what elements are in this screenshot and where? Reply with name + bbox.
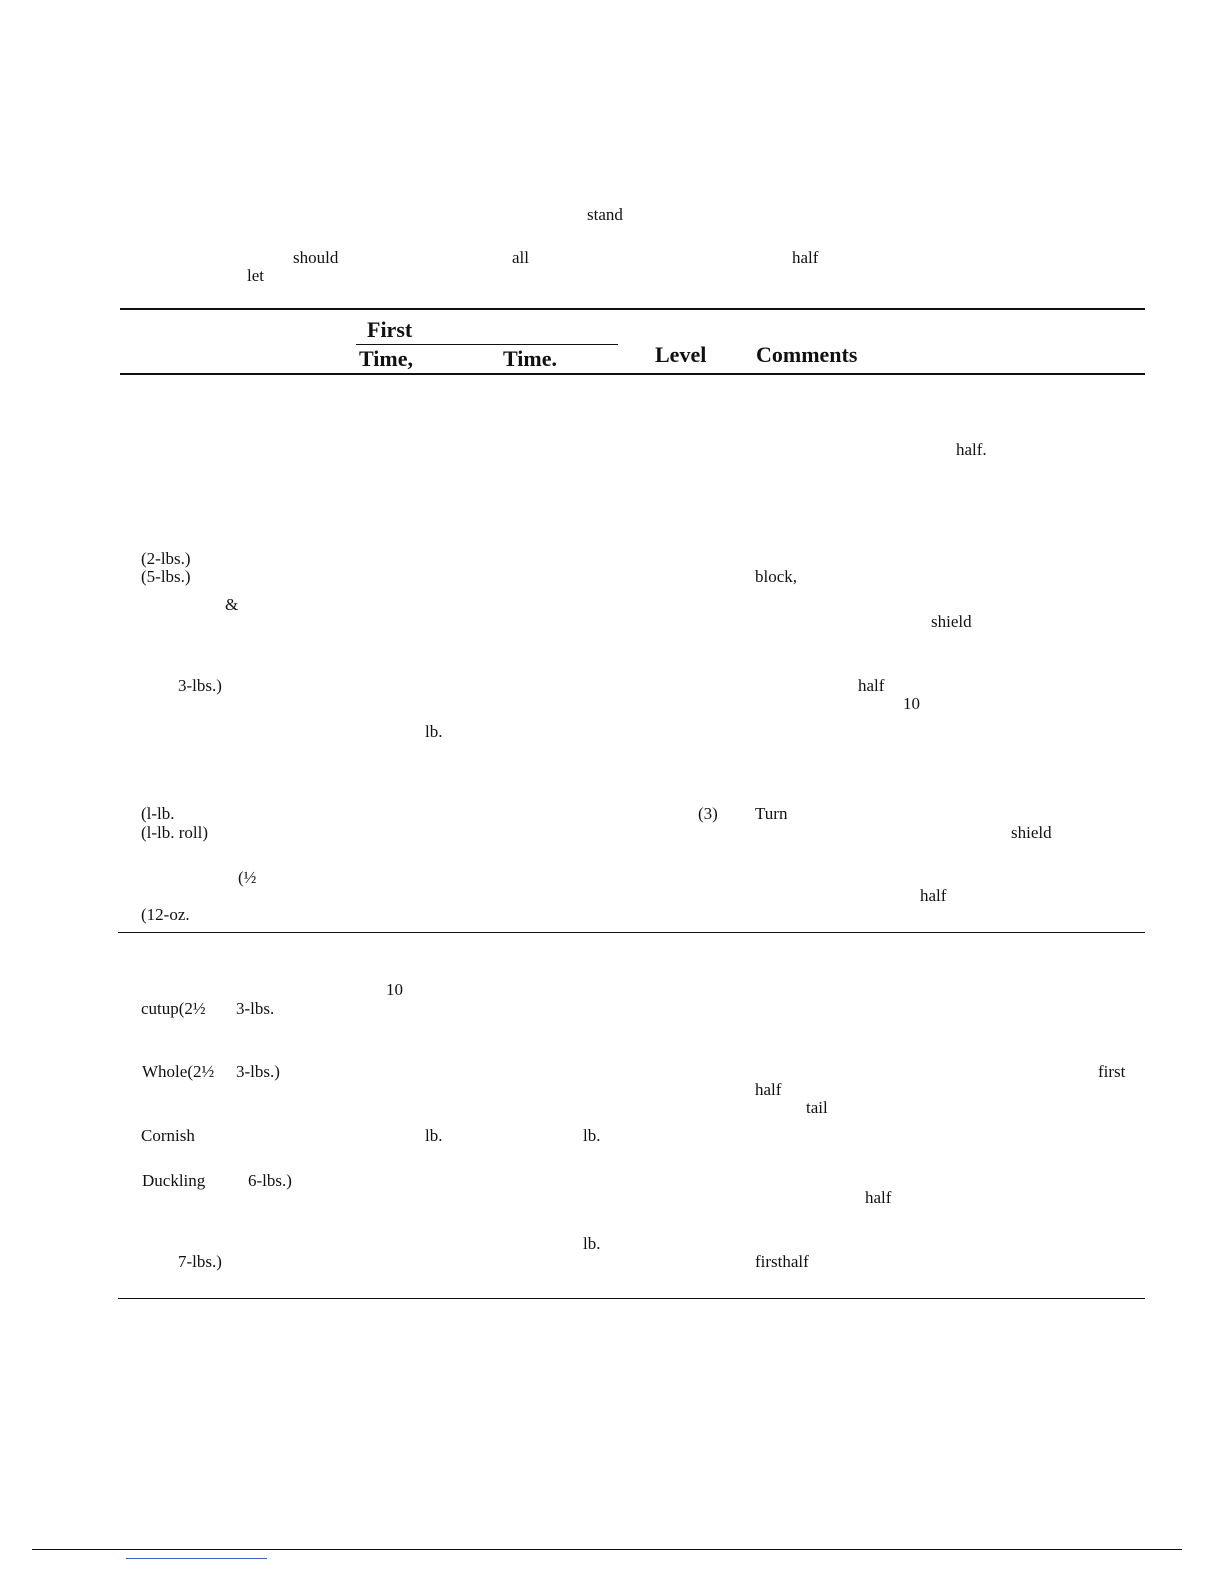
intro-word-let: let <box>247 266 264 285</box>
poultry-item-cutup: cutup(2½ <box>141 999 206 1018</box>
meats-comment-half-2: half <box>858 676 885 695</box>
meats-item-12oz: (12-oz. <box>141 905 190 924</box>
meats-level-3: (3) <box>698 804 718 823</box>
meats-per-lb: lb. <box>425 722 443 741</box>
meats-comment-shield: shield <box>931 612 972 631</box>
meats-comment-shield-2: shield <box>1011 823 1052 842</box>
header-time-2: Time. <box>503 346 557 371</box>
poultry-comment-first: first <box>1098 1062 1126 1081</box>
poultry-bottom-rule <box>118 1298 1145 1299</box>
footer-rule <box>32 1549 1182 1550</box>
table-top-rule <box>120 308 1145 310</box>
poultry-cornish-lb-1: lb. <box>425 1126 443 1145</box>
header-bottom-rule <box>120 373 1145 375</box>
meats-item-1lb-roll: (l-lb. roll) <box>141 823 209 842</box>
meats-item-3lbs: 3-lbs.) <box>178 676 222 695</box>
meats-comment-half: half. <box>956 440 987 459</box>
intro-word-half: half <box>792 248 819 267</box>
poultry-item-whole-lbs: 3-lbs.) <box>236 1062 280 1081</box>
intro-word-should: should <box>293 248 339 267</box>
header-group-rule <box>356 344 618 345</box>
poultry-turkey-lb: lb. <box>583 1234 601 1253</box>
poultry-item-duckling: Duckling <box>142 1171 206 1190</box>
poultry-item-cutup-lbs: 3-lbs. <box>236 999 275 1018</box>
meats-bottom-rule <box>118 932 1145 933</box>
poultry-item-whole: Whole(2½ <box>142 1062 215 1081</box>
meats-item-2lbs: (2-lbs.) <box>141 549 191 568</box>
poultry-item-duckling-lbs: 6-lbs.) <box>248 1171 292 1190</box>
poultry-item-cornish: Cornish <box>141 1126 195 1145</box>
meats-ampersand: & <box>225 595 239 614</box>
poultry-cornish-lb-2: lb. <box>583 1126 601 1145</box>
header-level: Level <box>655 342 707 367</box>
footer-link-underline <box>126 1558 267 1559</box>
poultry-time-10: 10 <box>386 980 403 999</box>
meats-item-1lb: (l-lb. <box>141 804 175 823</box>
header-time-1: Time, <box>359 346 413 371</box>
meats-item-half: (½ <box>238 868 257 887</box>
poultry-comment-half: half <box>755 1080 782 1099</box>
header-first: First <box>367 317 413 342</box>
poultry-comment-tail: tail <box>806 1098 828 1117</box>
meats-item-5lbs: (5-lbs.) <box>141 567 191 586</box>
poultry-item-7lbs: 7-lbs.) <box>178 1252 222 1271</box>
meats-comment-block: block, <box>755 567 798 586</box>
meats-comment-10: 10 <box>903 694 920 713</box>
intro-word-all: all <box>512 248 529 267</box>
header-comments: Comments <box>756 342 858 367</box>
meats-comment-turn: Turn <box>755 804 788 823</box>
intro-word-stand: stand <box>587 205 623 224</box>
meats-comment-half-3: half <box>920 886 947 905</box>
poultry-comment-firsthalf: firsthalf <box>755 1252 809 1271</box>
poultry-comment-half-2: half <box>865 1188 892 1207</box>
